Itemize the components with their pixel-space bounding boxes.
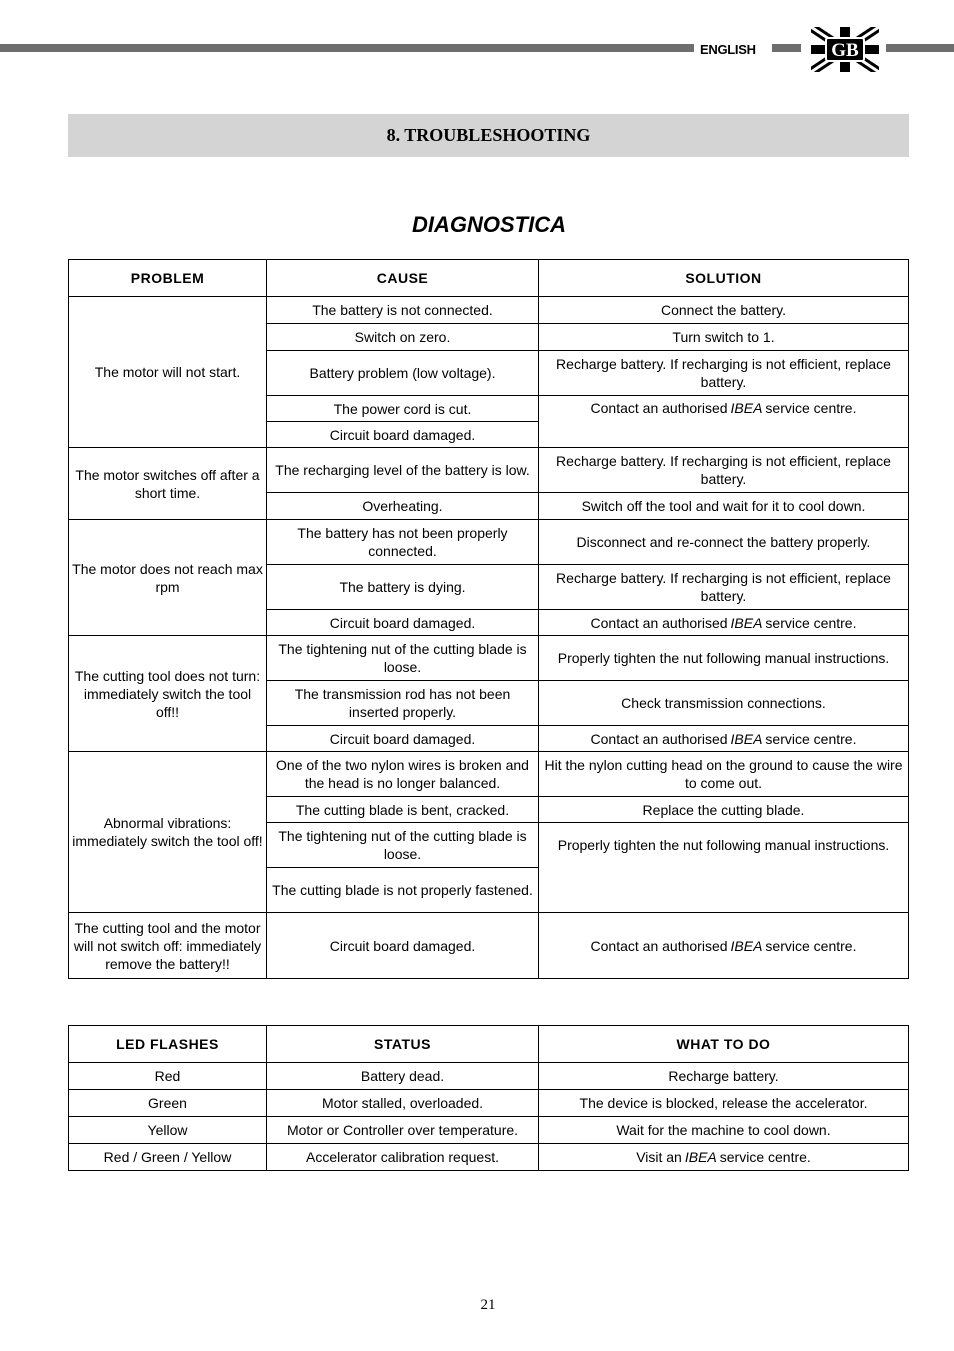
solution-cell: Recharge battery. If recharging is not efficient, replace battery. xyxy=(539,351,909,396)
solution-cell xyxy=(539,913,909,979)
solution-text: Contact an authorised xyxy=(590,730,728,747)
cause-cell: Circuit board damaged. xyxy=(267,913,539,979)
solution-text: Contact an authorised xyxy=(590,937,728,954)
solution-cell: Disconnect and re-connect the battery properly. xyxy=(539,520,909,565)
page-number: 21 xyxy=(480,1297,496,1313)
solution-text-suffix: service centre. xyxy=(765,614,857,631)
diagnostics-header-row xyxy=(69,260,909,297)
cause-cell: Switch on zero. xyxy=(267,324,539,351)
table-row xyxy=(69,297,909,324)
cause-cell: The battery is not connected. xyxy=(267,297,539,324)
solution-cell: Check transmission connections. xyxy=(539,681,909,726)
cause-header: CAUSE xyxy=(267,260,539,297)
problem-cell: The motor will not start. xyxy=(69,297,267,448)
cause-cell: The cutting blade is bent, cracked. xyxy=(267,797,539,823)
action-text-suffix: service centre. xyxy=(719,1149,811,1165)
brand-name: IBEA xyxy=(730,730,763,747)
solution-cell: Turn switch to 1. xyxy=(539,324,909,351)
brand-name: IBEA xyxy=(730,614,763,631)
solution-cell: Switch off the tool and wait for it to cool down. xyxy=(539,493,909,520)
solution-text-suffix: service centre. xyxy=(765,400,857,416)
header-rule-right xyxy=(886,44,954,52)
problem-cell: The motor switches off after a short time. xyxy=(69,448,267,520)
header-rule-left xyxy=(0,44,694,52)
led-flash-cell: Green xyxy=(69,1090,267,1117)
solution-header: SOLUTION xyxy=(539,260,909,297)
section-title: 8. TROUBLESHOOTING xyxy=(386,125,591,145)
status-cell: Accelerator calibration request. xyxy=(267,1144,539,1171)
table-row xyxy=(69,752,909,797)
cause-cell: The battery is dying. xyxy=(267,565,539,610)
cause-cell: One of the two nylon wires is broken and the head is no longer balanced. xyxy=(267,752,539,797)
problem-cell: Abnormal vibrations: immediately switch the tool off! xyxy=(69,752,267,913)
table-row xyxy=(69,1063,909,1090)
brand-name: IBEA xyxy=(730,937,763,954)
action-cell: Wait for the machine to cool down. xyxy=(539,1117,909,1144)
cause-cell: Battery problem (low voltage). xyxy=(267,351,539,396)
cause-cell: The tightening nut of the cutting blade is loose. xyxy=(267,823,539,868)
status-cell: Motor or Controller over temperature. xyxy=(267,1117,539,1144)
cause-cell: Overheating. xyxy=(267,493,539,520)
solution-cell: Recharge battery. If recharging is not efficient, replace battery. xyxy=(539,448,909,493)
solution-text: Contact an authorised xyxy=(590,614,728,631)
solution-text-suffix: service centre. xyxy=(765,730,857,747)
table-row xyxy=(69,1144,909,1171)
header-rule-mid xyxy=(772,44,801,52)
led-flash-cell: Red / Green / Yellow xyxy=(69,1144,267,1171)
status-cell: Battery dead. xyxy=(267,1063,539,1090)
flag-code: GB xyxy=(831,40,859,61)
led-header-row xyxy=(69,1026,909,1063)
solution-cell: Properly tighten the nut following manual instructions. xyxy=(539,636,909,681)
cause-cell: Circuit board damaged. xyxy=(267,422,539,448)
action-cell: The device is blocked, release the accelerator. xyxy=(539,1090,909,1117)
solution-cell: Replace the cutting blade. xyxy=(539,797,909,823)
led-flash-cell: Yellow xyxy=(69,1117,267,1144)
table-row xyxy=(69,520,909,565)
action-cell xyxy=(539,1144,909,1171)
problem-cell: The cutting tool and the motor will not switch off: immediately remove the battery!! xyxy=(69,913,267,979)
solution-cell: Recharge battery. If recharging is not efficient, replace battery. xyxy=(539,565,909,610)
solution-cell xyxy=(539,726,909,752)
table-row xyxy=(69,448,909,493)
diagnostics-table xyxy=(68,259,909,979)
document-title: DIAGNOSTICA xyxy=(412,212,566,237)
solution-cell xyxy=(539,610,909,636)
solution-cell xyxy=(539,823,909,913)
section-heading-band xyxy=(68,114,909,157)
status-cell: Motor stalled, overloaded. xyxy=(267,1090,539,1117)
cause-cell: Circuit board damaged. xyxy=(267,610,539,636)
solution-text: Properly tighten the nut following manual instructions. xyxy=(557,837,890,853)
brand-name: IBEA xyxy=(730,400,763,416)
cause-cell: The recharging level of the battery is low. xyxy=(267,448,539,493)
table-row xyxy=(69,1090,909,1117)
cause-cell: Circuit board damaged. xyxy=(267,726,539,752)
status-header: STATUS xyxy=(267,1026,539,1063)
solution-cell: Hit the nylon cutting head on the ground to cause the wire to come out. xyxy=(539,752,909,797)
action-text: Visit an xyxy=(636,1149,682,1165)
led-flashes-table xyxy=(68,1025,909,1171)
table-row xyxy=(69,636,909,681)
language-label: ENGLISH xyxy=(700,42,756,57)
cause-cell: The battery has not been properly connected. xyxy=(267,520,539,565)
what-to-do-header: WHAT TO DO xyxy=(539,1026,909,1063)
action-cell: Recharge battery. xyxy=(539,1063,909,1090)
cause-cell: The power cord is cut. xyxy=(267,396,539,422)
gb-flag-icon xyxy=(811,27,879,72)
problem-cell: The motor does not reach max rpm xyxy=(69,520,267,636)
brand-name: IBEA xyxy=(684,1149,717,1165)
table-row xyxy=(69,913,909,979)
solution-text: Contact an authorised xyxy=(590,400,728,416)
table-row xyxy=(69,1117,909,1144)
problem-header: PROBLEM xyxy=(69,260,267,297)
solution-cell: Connect the battery. xyxy=(539,297,909,324)
cause-cell: The cutting blade is not properly fastened. xyxy=(267,868,539,913)
led-flash-cell: Red xyxy=(69,1063,267,1090)
problem-cell: The cutting tool does not turn: immediately switch the tool off!! xyxy=(69,636,267,752)
cause-cell: The tightening nut of the cutting blade is loose. xyxy=(267,636,539,681)
cause-cell: The transmission rod has not been inserted properly. xyxy=(267,681,539,726)
led-flashes-header: LED FLASHES xyxy=(69,1026,267,1063)
solution-text-suffix: service centre. xyxy=(765,937,857,954)
solution-cell xyxy=(539,396,909,448)
